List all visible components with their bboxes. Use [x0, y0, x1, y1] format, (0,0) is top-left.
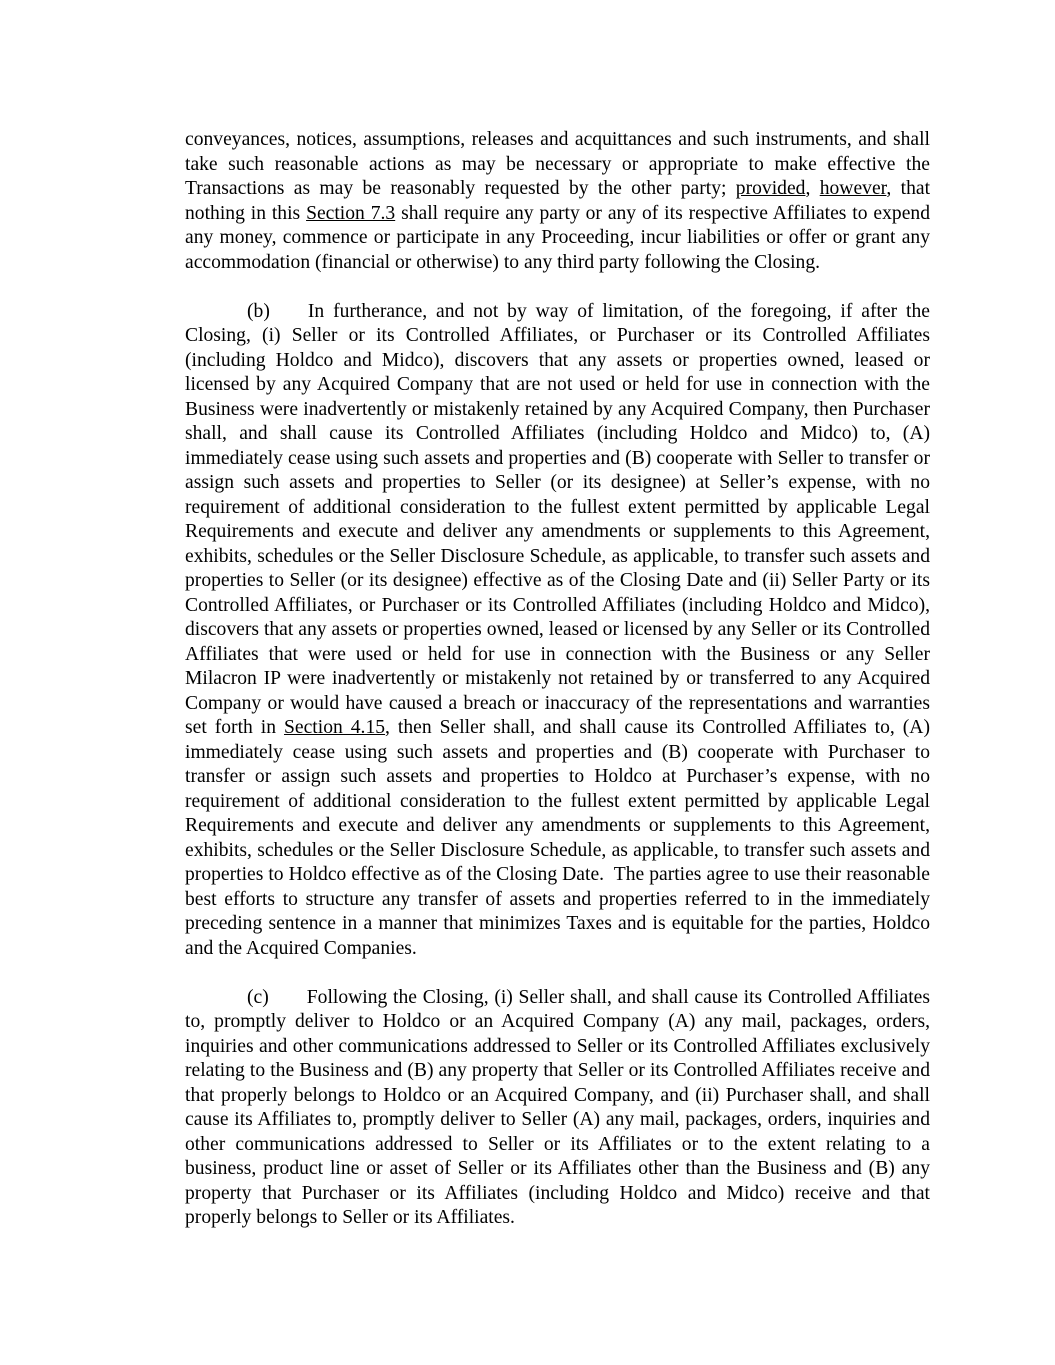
underlined-reference: Section 7.3 [306, 202, 396, 224]
paragraph-label: (b) [247, 300, 270, 322]
body-text: conveyances, notices, assumptions, releases and acquittances and such instruments, and shall take such reasonable actions as may be necessary or appropriate to make effective the Transactions as may be reasonably requested by the other party; [185, 129, 930, 199]
paragraph-section-7-3-continuation [185, 128, 930, 275]
paragraph-c [185, 986, 930, 1231]
underlined-reference: Section 4.15 [284, 717, 386, 738]
body-text: , then Seller shall, and shall cause its Controlled Affiliates to, (A) immediately cease using such assets and properties and (B) cooperate with Purchaser to transfer or assign such assets and properties to Holdco at Purchaser’s expense, with no requirement of additional consideration to the fullest extent permitted by applicable Legal Requirements and execute and deliver any amendments or supplements to this Agreement, exhibits, schedules or the Seller Disclosure Schedule, as applicable, to transfer such assets and properties to Holdco effective as of the Closing Date. The parties agree to use their reasonable best efforts to structure any transfer of assets and properties referred to in the immediately preceding sentence in a manner that minimizes Taxes and is equitable for the parties, Holdco and the Acquired Companies. [185, 717, 930, 959]
body-text: , [805, 178, 820, 199]
underlined-reference: provided [735, 178, 806, 199]
body-text: , that nothing in this [185, 178, 931, 224]
underlined-reference: however [819, 178, 887, 199]
body-text: In furtherance, and not by way of limitation, of the foregoing, if after the Closing, (i) Seller or its Controlled Affiliates, or Purchaser or its Controlled Affiliates (including Holdco and Midco), discovers that any assets or properties owned, leased or licensed by any Acquired Company that are not used or held for use in connection with the Business were inadvertently or mistakenly retained by any Acquired Company, then Purchaser shall, and shall cause its Controlled Affiliates (including Holdco and Midco) to, (A) immediately cease using such assets and properties and (B) cooperate with Seller to transfer or assign such assets and properties to Seller (or its designee) at Seller’s expense, with no requirement of additional consideration to the fullest extent permitted by applicable Legal Requirements and execute and deliver any amendments or supplements to this Agreement, exhibits, schedules or the Seller Disclosure Schedule, as applicable, to transfer such assets and properties to Seller (or its designee) effective as of the Closing Date and (ii) Seller Party or its Controlled Affiliates, or Purchaser or its Controlled Affiliates (including Holdco and Midco), discovers that any assets or properties owned, leased or licensed by any Seller or its Controlled Affiliates that were used or held for use in connection with the Business or any Seller Milacron IP were inadvertently or mistakenly not retained by or transferred to any Acquired Company or would have caused a breach or inaccuracy of the representations and warranties set forth in [185, 300, 930, 738]
body-text: Following the Closing, (i) Seller shall, and shall cause its Controlled Affiliates to, promptly deliver to Holdco or an Acquired Company (A) any mail, packages, orders, inquiries and other communications addressed to Seller or its Controlled Affiliates exclusively relating to the Business and (B) any property that Seller or its Controlled Affiliates receive and that properly belongs to Holdco or an Acquired Company, and (ii) Purchaser shall, and shall cause its Affiliates to, promptly deliver to Seller (A) any mail, packages, orders, inquiries and other communications addressed to Seller or its Affiliates or to the extent relating to a business, product line or asset of Seller or its Affiliates other than the Business and (B) any property that Purchaser or its Affiliates (including Holdco and Midco) receive and that properly belongs to Seller or its Affiliates. [185, 986, 930, 1228]
paragraph-b [185, 300, 930, 962]
paragraph-label: (c) [247, 986, 269, 1008]
body-text: shall require any party or any of its respective Affiliates to expend any money, commence or participate in any Proceeding, incur liabilities or offer or grant any accommodation (financial or otherwise) to any third party following the Closing. [185, 202, 930, 273]
